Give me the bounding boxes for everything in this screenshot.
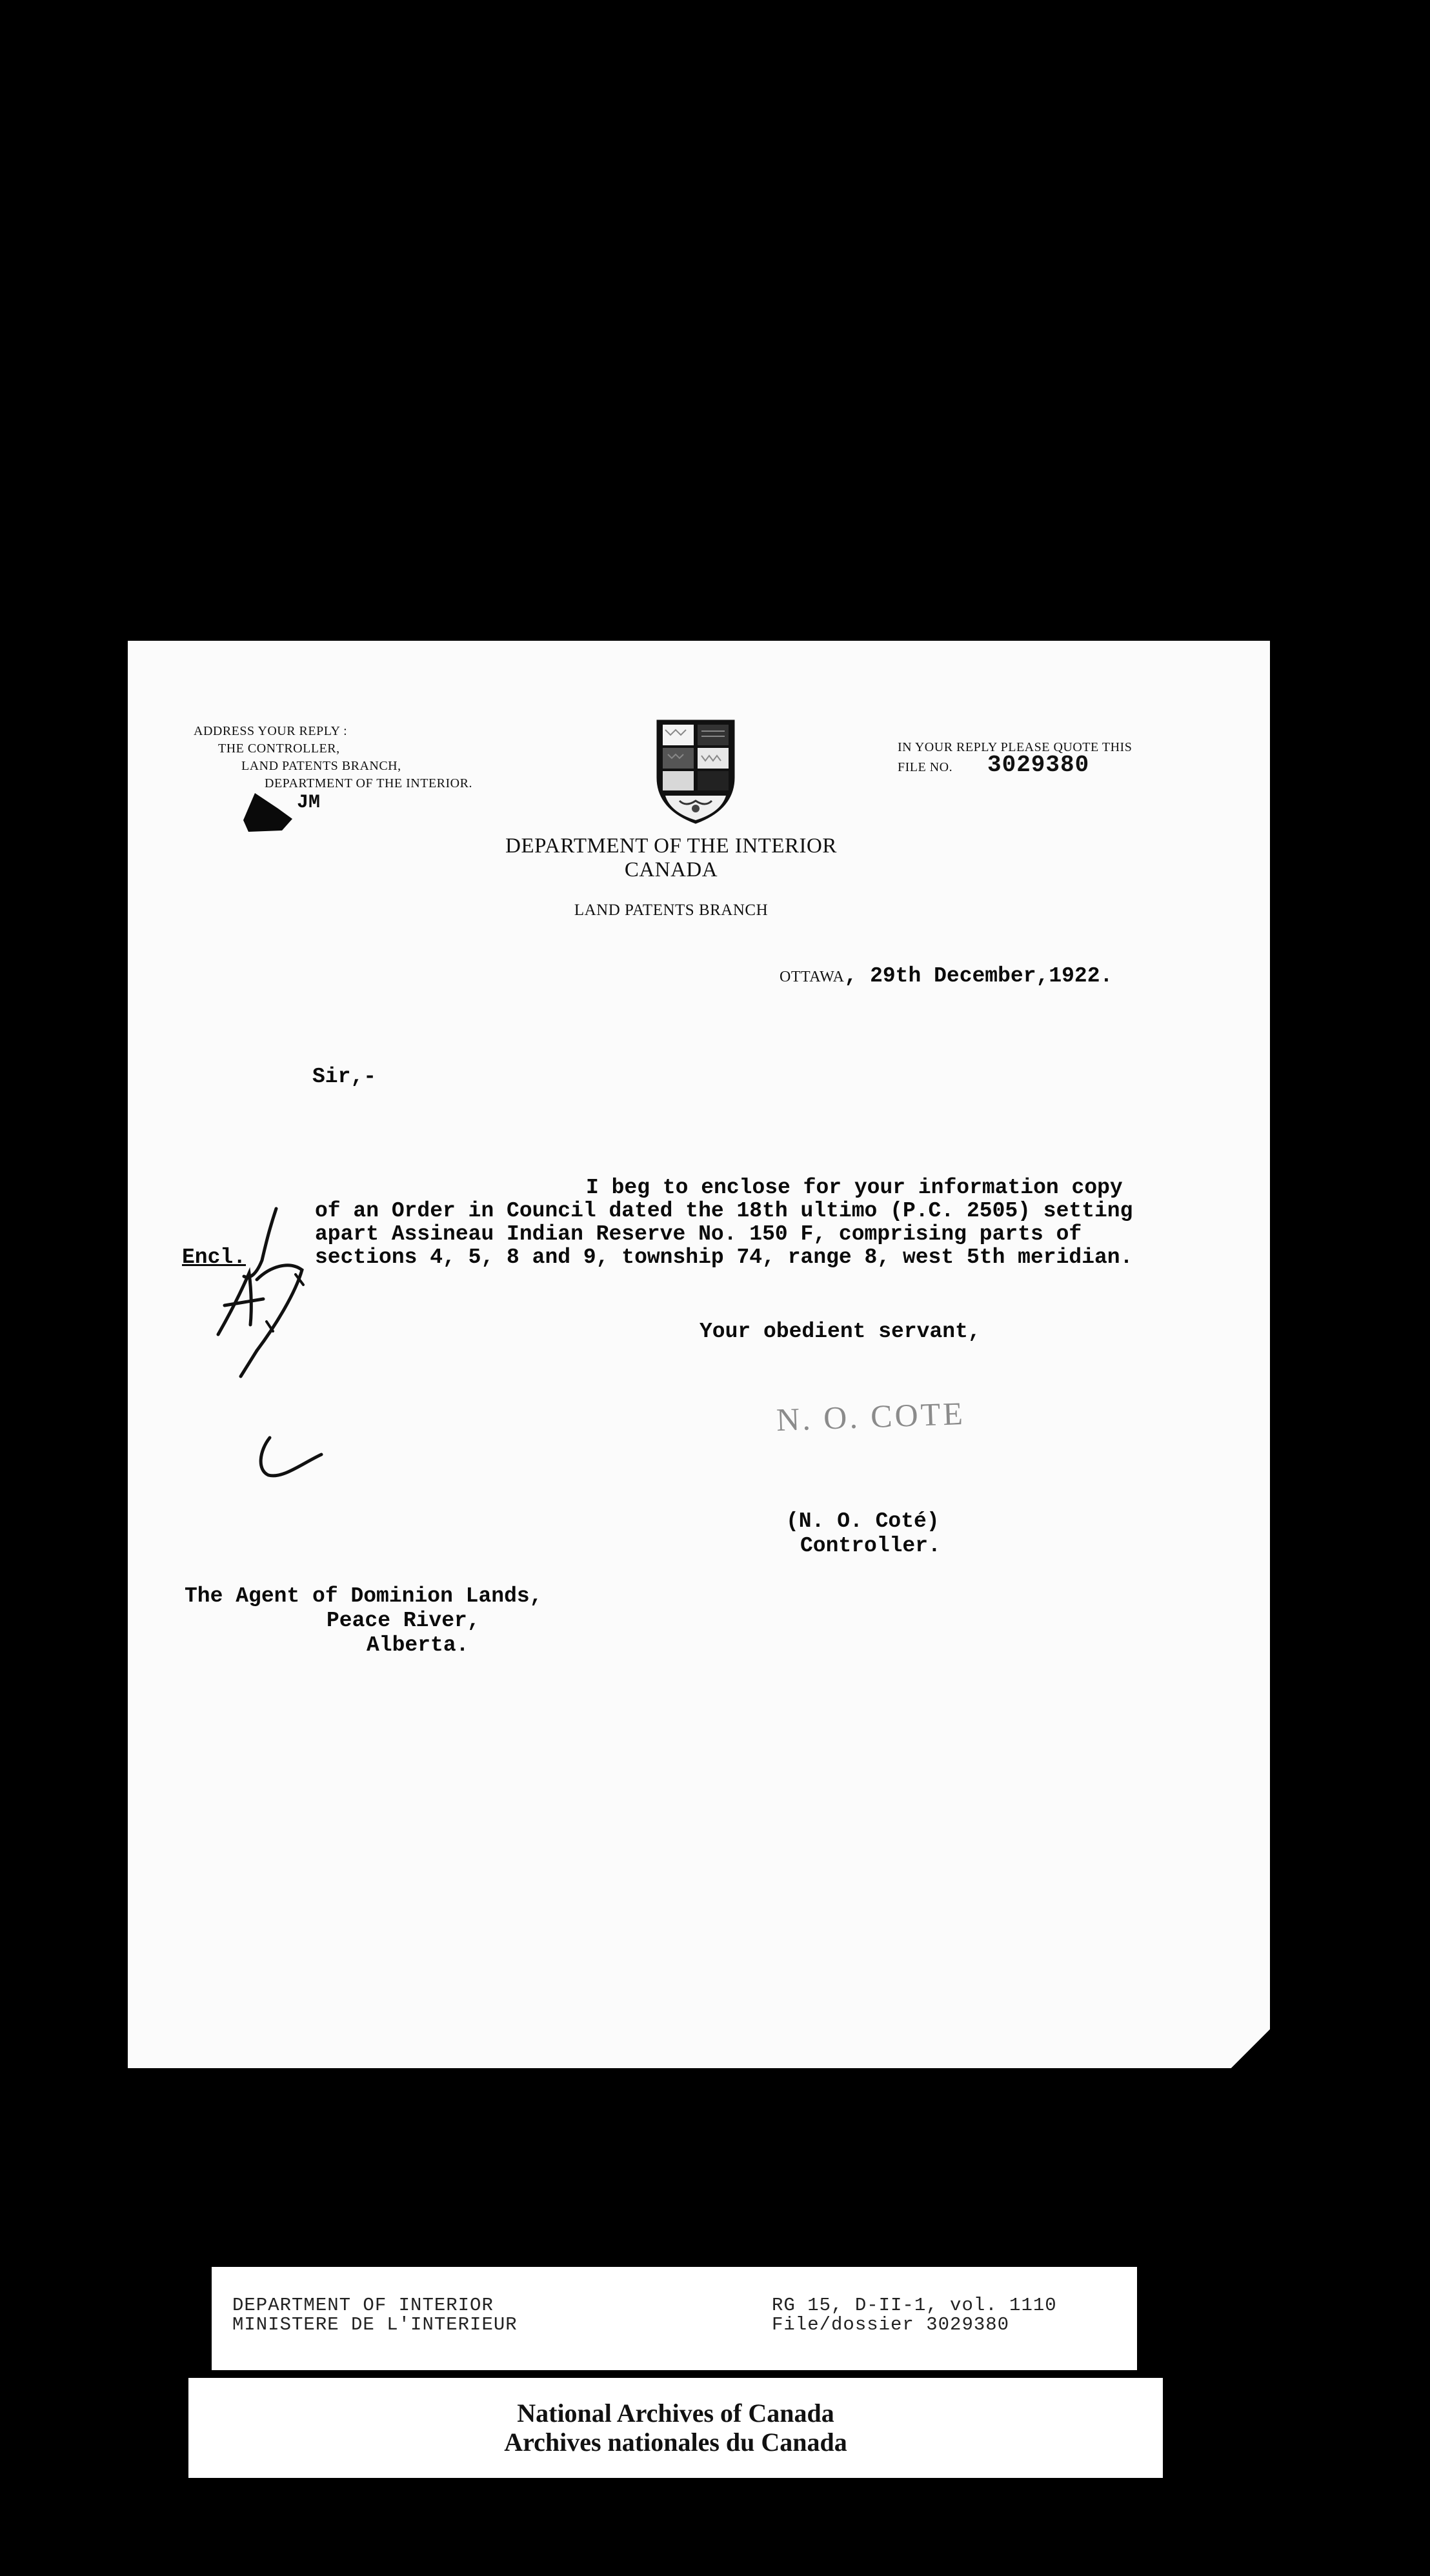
recipient-block — [185, 1585, 543, 1657]
ink-blot-mark — [241, 789, 299, 834]
signatory-name: (N. O. Coté) — [786, 1509, 940, 1533]
archive-record-group: RG 15, D-II-1, vol. 1110 — [772, 2295, 1057, 2316]
body-line: sections 4, 5, 8 and 9, township 74, range 8, west 5th meridian. — [315, 1245, 1133, 1269]
letter-sheet — [128, 641, 1270, 2068]
dateline-place: OTTAWA — [780, 969, 845, 985]
recipient-line: Peace River, — [327, 1609, 480, 1633]
address-reply-line: LAND PATENTS BRANCH, — [241, 759, 401, 773]
paper-corner-fold — [1231, 2029, 1270, 2068]
salutation: Sir,- — [312, 1065, 377, 1089]
coat-of-arms-icon — [654, 718, 738, 825]
department-country: CANADA — [624, 858, 718, 881]
recipient-line: Alberta. — [367, 1633, 469, 1657]
enclosure-note: Encl. — [182, 1245, 247, 1269]
national-archives-banner — [188, 2378, 1163, 2478]
letter-body — [315, 1176, 1133, 1269]
archive-reference-label — [212, 2267, 1137, 2370]
handwritten-checkmark — [250, 1431, 328, 1483]
address-reply-line: ADDRESS YOUR REPLY : — [194, 724, 348, 738]
department-title — [471, 834, 871, 882]
address-reply-block — [194, 721, 472, 794]
body-line: of an Order in Council dated the 18th ultimo (P.C. 2505) setting — [315, 1199, 1133, 1223]
file-no-label: FILE NO. — [898, 760, 953, 774]
department-name: DEPARTMENT OF THE INTERIOR — [505, 834, 837, 858]
archive-department-line: DEPARTMENT OF INTERIOR — [232, 2295, 494, 2316]
file-no-value: 3029380 — [987, 752, 1090, 778]
closing: Your obedient servant, — [700, 1320, 981, 1343]
body-line: apart Assineau Indian Reserve No. 150 F, comprising parts of — [315, 1222, 1082, 1246]
branch-title: LAND PATENTS BRANCH — [574, 901, 769, 919]
archives-banner-text — [188, 2399, 1163, 2457]
dateline-date: 29th December,1922. — [870, 964, 1113, 988]
address-reply-line: DEPARTMENT OF THE INTERIOR. — [265, 776, 472, 790]
initials: JM — [297, 792, 321, 814]
recipient-line: The Agent of Dominion Lands, — [185, 1584, 543, 1608]
archives-name-english: National Archives of Canada — [517, 2399, 834, 2428]
dateline — [780, 965, 1113, 988]
reply-quote-instruction: IN YOUR REPLY PLEASE QUOTE THIS — [898, 740, 1133, 754]
address-reply-line: THE CONTROLLER, — [218, 741, 340, 756]
archives-name-french: Archives nationales du Canada — [504, 2428, 847, 2457]
handwritten-initials-mark — [179, 1202, 334, 1389]
archive-department-line-french: MINISTERE DE L'INTERIEUR — [232, 2314, 518, 2335]
body-line: I beg to enclose for your information copy — [586, 1176, 1123, 1200]
signature-stamp: N. O. COTE — [776, 1394, 966, 1438]
dateline-date-separator: , — [844, 964, 871, 988]
signatory-title: Controller. — [800, 1534, 941, 1558]
archive-file-number: File/dossier 3029380 — [772, 2314, 1010, 2335]
